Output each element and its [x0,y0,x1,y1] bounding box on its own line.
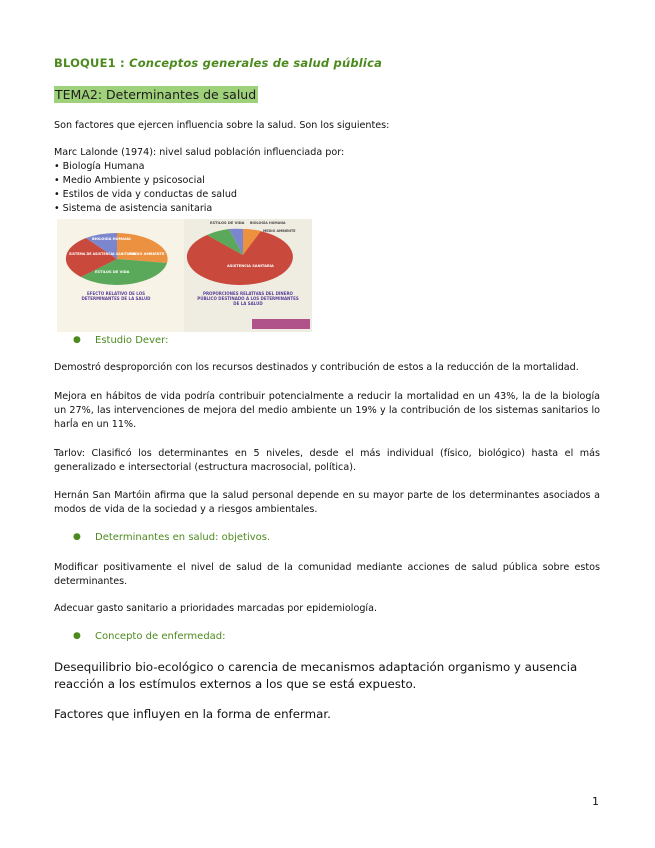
section-title: Estudio Dever: [95,335,169,346]
source-stamp-band [252,319,310,329]
objetivos-paragraph-2: Adecuar gasto sanitario a prioridades marcadas por epidemiología. [54,603,378,614]
pie-label: ASISTENCIA SANITARIA [227,264,274,268]
right-caption-wrap [194,291,302,317]
bullet-dot-icon: ● [73,532,81,542]
intro-paragraph: Son factores que ejercen influencia sobre la salud. Son los siguientes: [54,120,390,131]
pie-label: SISTEMA DE ASISTENCIA SANITARIA [69,252,136,256]
hernan-paragraph: Hernán San Martóin afirma que la salud personal depende en su mayor parte de los determinantes asociados a modos de vida de la sociedad y a riesgos ambientales. [54,490,600,515]
page-number: 1 [592,795,599,808]
objetivos-paragraph-1: Modificar positivamente el nivel de salud de la comunidad mediante acciones de salud pública sobre estos determinantes. [54,562,600,587]
bloque-prefix: BLOQUE1 : [54,56,125,70]
pie-label: ESTILOS DE VIDA [95,270,130,274]
dever-paragraph-2: Mejora en hábitos de vida podría contribuir potencialmente a reducir la mortalidad en un 43%, la de la biología un 27%, las intervenciones de mejora del medio ambiente un 19% y la contribución de los sistemas sanitarios lo harĺa en un 11%. [54,391,600,430]
tema-heading: TEMA2: Determinantes de salud [55,87,257,102]
pie-label: BIOLOGÍA HUMANA [250,221,286,225]
pie-label: MEDIO AMBIENTE [129,252,165,256]
determinants-pie-figure [57,219,312,332]
pie-label: ESTILOS DE VIDA [210,221,245,225]
bloque-topic: Conceptos generales de salud pública [129,56,383,70]
right-pie-caption: PROPORCIONES RELATIVAS DEL DINERO PÚBLICO DESTINADO A LOS DETERMINANTES DE LA SALUD [197,291,299,306]
left-caption-wrap [71,291,161,317]
bloque-heading [54,56,382,70]
list-item: • Medio Ambiente y psicosocial [54,174,237,188]
pie-label: BIOLOGÍA HUMANA [92,237,131,241]
list-item: • Biología Humana [54,160,237,174]
list-item: • Sistema de asistencia sanitaria [54,202,237,216]
enfermedad-paragraph-1: Desequilibrio bio-ecológico o carencia de mecanismos adaptación organismo y ausencia reacción a los estímulos externos a los que se está expuesto. [54,660,578,691]
section-title: Concepto de enfermedad: [95,631,226,642]
bullet-dot-icon: ● [73,631,81,641]
dever-paragraph-1: Demostró desproporción con los recursos destinados y contribución de estos a la reducción de la mortalidad. [54,362,579,373]
bullet-dot-icon: ● [73,335,81,345]
left-pie-caption: EFECTO RELATIVO DE LOS DETERMINANTES DE LA SALUD [81,291,151,301]
enfermedad-paragraph-2: Factores que influyen en la forma de enfermar. [54,707,331,721]
tarlov-paragraph: Tarlov: Clasificó los determinantes en 5 niveles, desde el más individual (físico, biológico) hasta el más generalizado e intersectorial (estructura macrosocial, política). [54,448,600,473]
list-item: • Estilos de vida y conductas de salud [54,188,237,202]
lalonde-list [54,160,237,216]
right-pie [187,229,293,285]
lalonde-lead: Marc Lalonde (1974): nivel salud población influenciada por: [54,147,345,158]
section-title: Determinantes en salud: objetivos. [95,532,271,543]
pie-label: MEDIO AMBIENTE [263,229,296,233]
